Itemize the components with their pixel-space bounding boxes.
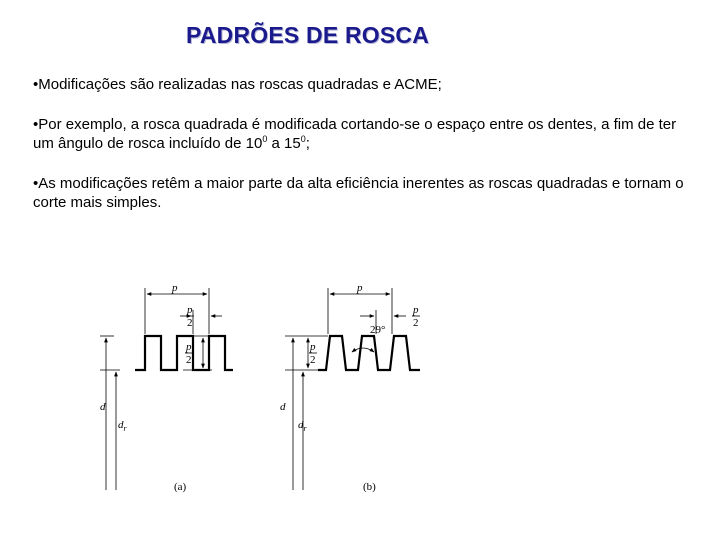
root-d: d xyxy=(298,419,304,431)
half-pitch-num: p xyxy=(310,341,316,353)
caption-a: (a) xyxy=(174,481,187,493)
root-sub: r xyxy=(303,424,307,433)
thread-profile-figure xyxy=(90,280,470,505)
pitch-label: p xyxy=(357,282,363,294)
bullet-item xyxy=(33,115,693,153)
major-diameter-label: d xyxy=(100,401,106,413)
root-diameter-label xyxy=(298,419,308,433)
square-thread-profile xyxy=(100,288,233,490)
bullet-text: •Por exemplo, a rosca quadrada é modificada cortando-se o espaço entre os dentes, a fim de ter um ângulo de rosca incluído de 10 xyxy=(33,116,677,152)
major-diameter-label: d xyxy=(280,401,286,413)
bullet-list xyxy=(33,75,693,233)
page-title: PADRÕES DE ROSCA xyxy=(186,22,430,48)
half-pitch-num: p xyxy=(187,304,193,316)
pitch-label: p xyxy=(172,282,178,294)
bullet-item: •As modificações retêm a maior parte da alta eficiência inerentes as roscas quadradas e tornam o corte mais simples. xyxy=(33,175,684,211)
root-diameter-label xyxy=(118,419,128,433)
modified-thread-profile xyxy=(285,288,420,490)
root-d: d xyxy=(118,419,124,431)
half-pitch-num: p xyxy=(413,304,419,316)
superscript: 0 xyxy=(300,134,306,144)
bullet-item: •Modificações são realizadas nas roscas quadradas e ACME; xyxy=(33,76,442,93)
half-pitch-den: 2 xyxy=(310,354,316,366)
caption-b: (b) xyxy=(363,481,376,493)
thread-angle-label: 29° xyxy=(370,324,386,336)
superscript: 0 xyxy=(262,134,268,144)
root-sub: r xyxy=(123,424,127,433)
half-pitch-den: 2 xyxy=(187,317,193,329)
bullet-text: a 15 xyxy=(267,135,301,152)
thread-diagram xyxy=(90,280,470,500)
half-pitch-den: 2 xyxy=(186,354,192,366)
half-pitch-num: p xyxy=(186,341,192,353)
bullet-text: ; xyxy=(305,135,310,152)
half-pitch-den: 2 xyxy=(413,317,419,329)
